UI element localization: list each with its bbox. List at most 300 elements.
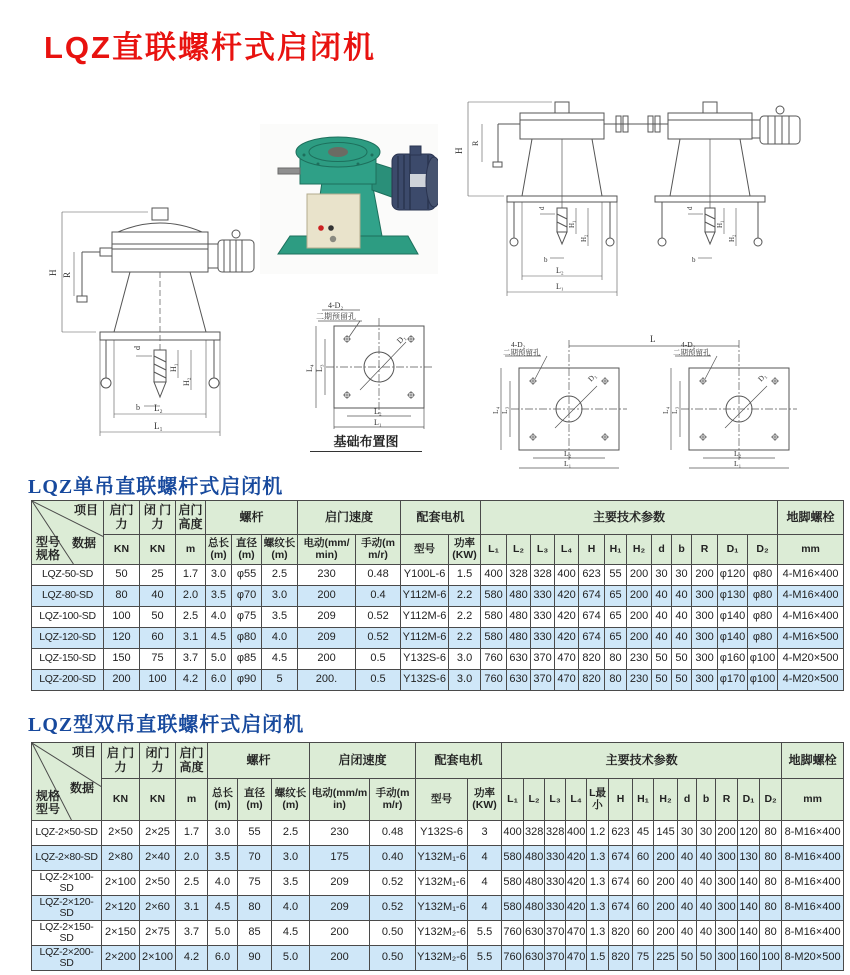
data-cell: 40 bbox=[652, 586, 672, 607]
dim-label-h1: H₁ bbox=[568, 220, 576, 228]
data-cell: 120 bbox=[104, 628, 140, 649]
data-cell: 0.52 bbox=[370, 896, 416, 921]
data-cell: Y132M₂-6 bbox=[416, 921, 468, 946]
table-row bbox=[32, 586, 844, 607]
dim-label-l2: L₂ bbox=[556, 266, 564, 275]
data-cell: 4.0 bbox=[262, 628, 298, 649]
data-cell: 40 bbox=[652, 628, 672, 649]
data-cell: 40 bbox=[140, 586, 176, 607]
col-group-lift-height: 启门高度 bbox=[176, 501, 206, 535]
diagonal-header-cell bbox=[32, 501, 104, 565]
data-cell: Y132S-6 bbox=[416, 821, 468, 846]
data-cell: 300 bbox=[716, 896, 738, 921]
data-cell: φ80 bbox=[748, 565, 778, 586]
data-cell: φ55 bbox=[232, 565, 262, 586]
data-cell: 1.5 bbox=[449, 565, 481, 586]
data-cell: 60 bbox=[633, 871, 654, 896]
data-cell: 80 bbox=[605, 649, 627, 670]
model-cell: LQZ-2×120-SD bbox=[32, 896, 102, 921]
data-cell: 50 bbox=[672, 670, 692, 691]
col-group-speed: 启门速度 bbox=[298, 501, 401, 535]
data-cell: 230 bbox=[298, 565, 356, 586]
data-cell: 200 bbox=[627, 565, 652, 586]
data-cell: 3.0 bbox=[206, 565, 232, 586]
photo-shaft-stub bbox=[278, 168, 300, 174]
unit-header: 型号 bbox=[401, 535, 449, 565]
data-cell: 2×80 bbox=[102, 846, 140, 871]
data-cell: 60 bbox=[140, 628, 176, 649]
data-cell: 328 bbox=[524, 821, 545, 846]
data-cell: 8-M16×400 bbox=[782, 871, 844, 896]
data-cell: 55 bbox=[238, 821, 272, 846]
data-cell: 160 bbox=[738, 946, 760, 971]
data-cell: 8-M16×400 bbox=[782, 896, 844, 921]
data-cell: 40 bbox=[652, 607, 672, 628]
unit-header-row bbox=[32, 535, 844, 565]
unit-header: 电动(mm/min) bbox=[298, 535, 356, 565]
data-cell: 480 bbox=[507, 586, 531, 607]
data-cell: 175 bbox=[310, 846, 370, 871]
data-cell: 4.5 bbox=[262, 649, 298, 670]
data-cell: 3.5 bbox=[206, 586, 232, 607]
data-cell: 300 bbox=[692, 586, 718, 607]
data-cell: 230 bbox=[627, 670, 652, 691]
single-hoist-spec-table bbox=[31, 500, 844, 691]
data-cell: 480 bbox=[524, 846, 545, 871]
data-cell: 8-M16×400 bbox=[782, 846, 844, 871]
unit-header: D₂ bbox=[748, 535, 778, 565]
col-group-motor: 配套电机 bbox=[416, 743, 502, 779]
data-cell: φ85 bbox=[232, 649, 262, 670]
dim-label-l4-left: L₄ bbox=[491, 406, 500, 414]
data-cell: 4 bbox=[468, 871, 502, 896]
data-cell: 2×200 bbox=[102, 946, 140, 971]
data-cell: 209 bbox=[310, 896, 370, 921]
data-cell: 80 bbox=[760, 921, 782, 946]
data-cell: 0.50 bbox=[370, 946, 416, 971]
data-cell: Y132M₁-6 bbox=[416, 846, 468, 871]
col-group-open-force: 启门力 bbox=[104, 501, 140, 535]
model-cell: LQZ-2×50-SD bbox=[32, 821, 102, 846]
data-cell: 200 bbox=[692, 565, 718, 586]
bolt-spec-label: 4-D₂ bbox=[328, 301, 344, 310]
col-group-lift-height: 启门高度 bbox=[176, 743, 208, 779]
data-cell: 300 bbox=[716, 946, 738, 971]
data-cell: 1.3 bbox=[587, 871, 609, 896]
data-cell: 420 bbox=[555, 607, 579, 628]
data-cell: 760 bbox=[481, 670, 507, 691]
data-cell: 623 bbox=[579, 565, 605, 586]
section1-title: LQZ单吊直联螺杆式启闭机 bbox=[28, 476, 284, 498]
data-cell: 420 bbox=[555, 586, 579, 607]
data-cell: 40 bbox=[678, 871, 697, 896]
table2-body bbox=[32, 821, 844, 971]
unit-header: R bbox=[716, 779, 738, 821]
data-cell: 2.5 bbox=[176, 607, 206, 628]
data-cell: 200 bbox=[654, 846, 678, 871]
data-cell: 2×120 bbox=[102, 896, 140, 921]
unit-header: 螺纹长(m) bbox=[272, 779, 310, 821]
data-cell: 1.5 bbox=[587, 946, 609, 971]
data-cell: 0.48 bbox=[370, 821, 416, 846]
data-cell: 370 bbox=[545, 921, 566, 946]
model-cell: LQZ-80-SD bbox=[32, 586, 104, 607]
diag-model-label: 规格 型号 bbox=[36, 789, 61, 816]
data-cell: 65 bbox=[605, 586, 627, 607]
data-cell: 100 bbox=[760, 946, 782, 971]
data-cell: 50 bbox=[652, 649, 672, 670]
model-cell: LQZ-200-SD bbox=[32, 670, 104, 691]
data-cell: 300 bbox=[692, 607, 718, 628]
unit-header: R bbox=[692, 535, 718, 565]
dim-label-l1: L₁ bbox=[154, 421, 163, 431]
data-cell: 580 bbox=[502, 871, 524, 896]
data-cell: 674 bbox=[609, 896, 633, 921]
page-title: LQZ直联螺杆式启闭机 bbox=[44, 30, 376, 65]
data-cell: 420 bbox=[566, 896, 587, 921]
dim-label-r: R bbox=[471, 140, 480, 146]
unit-header: 总长(m) bbox=[208, 779, 238, 821]
photo-motor-plate bbox=[410, 174, 427, 187]
data-cell: 30 bbox=[672, 565, 692, 586]
data-cell: 1.3 bbox=[587, 896, 609, 921]
section2-title: LQZ型双吊直联螺杆式启闭机 bbox=[28, 714, 305, 736]
unit-header: m bbox=[176, 779, 208, 821]
col-group-anchor-bolt: 地脚螺栓 bbox=[782, 743, 844, 779]
data-cell: 0.52 bbox=[356, 607, 401, 628]
data-cell: 330 bbox=[531, 607, 555, 628]
data-cell: 200 bbox=[104, 670, 140, 691]
dim-label-r: R bbox=[62, 271, 72, 278]
data-cell: 328 bbox=[507, 565, 531, 586]
data-cell: 400 bbox=[555, 565, 579, 586]
data-cell: 370 bbox=[531, 670, 555, 691]
unit-header: KN bbox=[140, 779, 176, 821]
data-cell: 4-M16×400 bbox=[778, 565, 844, 586]
data-cell: 50 bbox=[697, 946, 716, 971]
data-cell: 580 bbox=[481, 607, 507, 628]
model-cell: LQZ-150-SD bbox=[32, 649, 104, 670]
data-cell: 0.5 bbox=[356, 670, 401, 691]
dim-label-l: L bbox=[650, 334, 656, 344]
data-cell: 3.5 bbox=[208, 846, 238, 871]
data-cell: 470 bbox=[566, 921, 587, 946]
data-cell: 8-M16×400 bbox=[782, 921, 844, 946]
table-row bbox=[32, 896, 844, 921]
data-cell: 370 bbox=[545, 946, 566, 971]
col-group-main-params: 主要技术参数 bbox=[502, 743, 782, 779]
data-cell: φ140 bbox=[718, 607, 748, 628]
data-cell: 330 bbox=[531, 628, 555, 649]
col-group-anchor-bolt: 地脚螺栓 bbox=[778, 501, 844, 535]
data-cell: 50 bbox=[672, 649, 692, 670]
data-cell: 4.5 bbox=[206, 628, 232, 649]
data-cell: 2×150 bbox=[102, 921, 140, 946]
data-cell: 3.0 bbox=[449, 670, 481, 691]
diag-item-label: 项目 bbox=[71, 745, 96, 759]
dim-label-h2: H₂ bbox=[182, 377, 191, 386]
unit-header: b bbox=[672, 535, 692, 565]
data-cell: 209 bbox=[298, 607, 356, 628]
data-cell: 300 bbox=[716, 846, 738, 871]
data-cell: Y100L-6 bbox=[401, 565, 449, 586]
data-cell: 120 bbox=[738, 821, 760, 846]
data-cell: φ80 bbox=[748, 586, 778, 607]
data-cell: 80 bbox=[238, 896, 272, 921]
data-cell: 330 bbox=[545, 871, 566, 896]
data-cell: 2.2 bbox=[449, 628, 481, 649]
data-cell: 200 bbox=[627, 586, 652, 607]
data-cell: 30 bbox=[652, 565, 672, 586]
bolt-spec-label-right: 4-D₂ bbox=[681, 340, 696, 349]
unit-header: KN bbox=[102, 779, 140, 821]
data-cell: 674 bbox=[609, 846, 633, 871]
data-cell: 2×50 bbox=[102, 821, 140, 846]
data-cell: 623 bbox=[609, 821, 633, 846]
data-cell: 760 bbox=[502, 921, 524, 946]
data-cell: 40 bbox=[672, 607, 692, 628]
data-cell: 3.1 bbox=[176, 628, 206, 649]
data-cell: 40 bbox=[697, 896, 716, 921]
data-cell: 2×40 bbox=[140, 846, 176, 871]
dim-label-l2-right: L₂ bbox=[734, 449, 742, 458]
table-row bbox=[32, 846, 844, 871]
table-row bbox=[32, 607, 844, 628]
data-cell: 200. bbox=[298, 670, 356, 691]
model-cell: LQZ-50-SD bbox=[32, 565, 104, 586]
data-cell: 5.0 bbox=[272, 946, 310, 971]
data-cell: 330 bbox=[545, 846, 566, 871]
data-cell: 140 bbox=[738, 871, 760, 896]
data-cell: 200 bbox=[654, 921, 678, 946]
data-cell: Y132M₂-6 bbox=[416, 946, 468, 971]
data-cell: 630 bbox=[524, 921, 545, 946]
data-cell: 2×75 bbox=[140, 921, 176, 946]
data-cell: 2.0 bbox=[176, 586, 206, 607]
data-cell: 6.0 bbox=[206, 670, 232, 691]
data-cell: Y112M-6 bbox=[401, 607, 449, 628]
data-cell: 5.5 bbox=[468, 946, 502, 971]
data-cell: 5.0 bbox=[206, 649, 232, 670]
data-cell: 300 bbox=[716, 921, 738, 946]
data-cell: 75 bbox=[633, 946, 654, 971]
data-cell: 5.5 bbox=[468, 921, 502, 946]
data-cell: 4-M20×500 bbox=[778, 649, 844, 670]
data-cell: 0.50 bbox=[370, 921, 416, 946]
data-cell: 674 bbox=[579, 586, 605, 607]
data-cell: 4.0 bbox=[206, 607, 232, 628]
data-cell: 3.5 bbox=[262, 607, 298, 628]
data-cell: 40 bbox=[672, 628, 692, 649]
table-row bbox=[32, 871, 844, 896]
dim-label-l2: L₂ bbox=[374, 407, 382, 416]
data-cell: 1.3 bbox=[587, 846, 609, 871]
data-cell: 400 bbox=[566, 821, 587, 846]
dim-label-l3-right: L₃ bbox=[670, 406, 679, 414]
unit-header: L₃ bbox=[545, 779, 566, 821]
dim-label-l1: L₁ bbox=[556, 282, 564, 291]
data-cell: 4-M16×500 bbox=[778, 628, 844, 649]
dim-label-d: d bbox=[538, 206, 546, 210]
col-group-screw: 螺杆 bbox=[208, 743, 310, 779]
data-cell: 820 bbox=[579, 670, 605, 691]
base-plan-drawing bbox=[282, 300, 450, 430]
diag-data-label: 数据 bbox=[69, 781, 94, 796]
data-cell: 6.0 bbox=[208, 946, 238, 971]
data-cell: 3.7 bbox=[176, 921, 208, 946]
unit-header: b bbox=[697, 779, 716, 821]
data-cell: 25 bbox=[140, 565, 176, 586]
data-cell: 4.2 bbox=[176, 670, 206, 691]
model-cell: LQZ-2×150-SD bbox=[32, 921, 102, 946]
table-row bbox=[32, 670, 844, 691]
data-cell: 760 bbox=[502, 946, 524, 971]
data-cell: 50 bbox=[678, 946, 697, 971]
data-cell: 30 bbox=[697, 821, 716, 846]
data-cell: 470 bbox=[555, 670, 579, 691]
unit-header: 功率(KW) bbox=[468, 779, 502, 821]
data-cell: 209 bbox=[310, 871, 370, 896]
table-row bbox=[32, 921, 844, 946]
dim-label-d1: D₁ bbox=[395, 332, 408, 346]
data-cell: Y112M-6 bbox=[401, 628, 449, 649]
data-cell: 580 bbox=[481, 628, 507, 649]
data-cell: 330 bbox=[545, 896, 566, 921]
data-cell: φ120 bbox=[718, 565, 748, 586]
data-cell: φ130 bbox=[718, 586, 748, 607]
data-cell: 820 bbox=[609, 921, 633, 946]
unit-header: 型号 bbox=[416, 779, 468, 821]
dim-label-l2: L₂ bbox=[154, 403, 163, 413]
data-cell: 2.5 bbox=[262, 565, 298, 586]
data-cell: 65 bbox=[605, 628, 627, 649]
data-cell: 30 bbox=[678, 821, 697, 846]
data-cell: 75 bbox=[238, 871, 272, 896]
reserved-hole-label: 二期预留孔 bbox=[316, 312, 356, 321]
data-cell: 4-M20×500 bbox=[778, 670, 844, 691]
data-cell: 420 bbox=[566, 871, 587, 896]
dim-label-h2: H₂ bbox=[580, 234, 588, 242]
data-cell: 580 bbox=[502, 896, 524, 921]
unit-header: L₁ bbox=[481, 535, 507, 565]
data-cell: 40 bbox=[697, 921, 716, 946]
data-cell: 90 bbox=[238, 946, 272, 971]
data-cell: 60 bbox=[633, 921, 654, 946]
data-cell: 4 bbox=[468, 896, 502, 921]
dim-label-h: H bbox=[48, 269, 58, 276]
double-hoist-drawing bbox=[452, 86, 812, 308]
data-cell: 75 bbox=[140, 649, 176, 670]
data-cell: 3.1 bbox=[176, 896, 208, 921]
single-hoist-drawing bbox=[48, 192, 263, 450]
data-cell: φ160 bbox=[718, 649, 748, 670]
unit-header: 电动(mm/min) bbox=[310, 779, 370, 821]
data-cell: 4 bbox=[468, 846, 502, 871]
dim-label-b: b bbox=[136, 403, 140, 412]
data-cell: φ100 bbox=[748, 649, 778, 670]
data-cell: 328 bbox=[531, 565, 555, 586]
data-cell: 4.5 bbox=[208, 896, 238, 921]
data-cell: 200 bbox=[298, 586, 356, 607]
data-cell: 2.2 bbox=[449, 607, 481, 628]
data-cell: 1.7 bbox=[176, 565, 206, 586]
unit-header: mm bbox=[782, 779, 844, 821]
data-cell: φ90 bbox=[232, 670, 262, 691]
model-cell: LQZ-120-SD bbox=[32, 628, 104, 649]
data-cell: Y112M-6 bbox=[401, 586, 449, 607]
data-cell: 200 bbox=[310, 946, 370, 971]
unit-header: L₂ bbox=[507, 535, 531, 565]
data-cell: 80 bbox=[760, 846, 782, 871]
dim-label-d: d bbox=[133, 346, 142, 350]
unit-header: H₂ bbox=[627, 535, 652, 565]
model-cell: LQZ-2×100-SD bbox=[32, 871, 102, 896]
data-cell: 480 bbox=[507, 628, 531, 649]
data-cell: 2.0 bbox=[176, 846, 208, 871]
col-group-close-force: 闭 门 力 bbox=[140, 501, 176, 535]
data-cell: 50 bbox=[104, 565, 140, 586]
diag-item-label: 项目 bbox=[73, 503, 98, 517]
data-cell: 55 bbox=[605, 565, 627, 586]
table-row bbox=[32, 821, 844, 846]
data-cell: 2×100 bbox=[140, 946, 176, 971]
reserved-hole-label-right: 二期预留孔 bbox=[673, 348, 711, 357]
data-cell: 60 bbox=[633, 896, 654, 921]
table-row bbox=[32, 946, 844, 971]
data-cell: Y132S-6 bbox=[401, 649, 449, 670]
data-cell: 3.7 bbox=[176, 649, 206, 670]
product-photo bbox=[260, 124, 438, 274]
double-hoist-spec-table bbox=[31, 742, 844, 971]
unit-header: D₁ bbox=[718, 535, 748, 565]
data-cell: 470 bbox=[555, 649, 579, 670]
data-cell: 420 bbox=[566, 846, 587, 871]
dim-label-d1-right: D₁ bbox=[756, 371, 769, 384]
data-cell: 200 bbox=[627, 628, 652, 649]
unit-header: L₄ bbox=[566, 779, 587, 821]
data-cell: φ80 bbox=[748, 628, 778, 649]
data-cell: 150 bbox=[104, 649, 140, 670]
dim-label-b-2: b bbox=[692, 256, 696, 264]
data-cell: 4.2 bbox=[176, 946, 208, 971]
data-cell: 2.5 bbox=[176, 871, 208, 896]
data-cell: 100 bbox=[140, 670, 176, 691]
data-cell: 480 bbox=[524, 896, 545, 921]
model-cell: LQZ-2×80-SD bbox=[32, 846, 102, 871]
data-cell: 230 bbox=[310, 821, 370, 846]
data-cell: 3.0 bbox=[272, 846, 310, 871]
data-cell: 4-M16×400 bbox=[778, 586, 844, 607]
data-cell: 50 bbox=[652, 670, 672, 691]
unit-header: d bbox=[652, 535, 672, 565]
unit-header: m bbox=[176, 535, 206, 565]
data-cell: 200 bbox=[310, 921, 370, 946]
diagonal-header-cell bbox=[32, 743, 102, 821]
photo-black-button bbox=[328, 225, 334, 231]
diag-model-label: 型号 规格 bbox=[36, 535, 61, 562]
diag-data-label: 数据 bbox=[71, 536, 96, 551]
unit-header: L最小 bbox=[587, 779, 609, 821]
unit-header: H₁ bbox=[633, 779, 654, 821]
data-cell: 1.7 bbox=[176, 821, 208, 846]
unit-header: 直径(m) bbox=[232, 535, 262, 565]
model-cell: LQZ-100-SD bbox=[32, 607, 104, 628]
data-cell: 630 bbox=[507, 649, 531, 670]
data-cell: 820 bbox=[609, 946, 633, 971]
data-cell: 328 bbox=[545, 821, 566, 846]
dim-label-l1: L₁ bbox=[374, 418, 382, 427]
data-cell: 3.0 bbox=[262, 586, 298, 607]
